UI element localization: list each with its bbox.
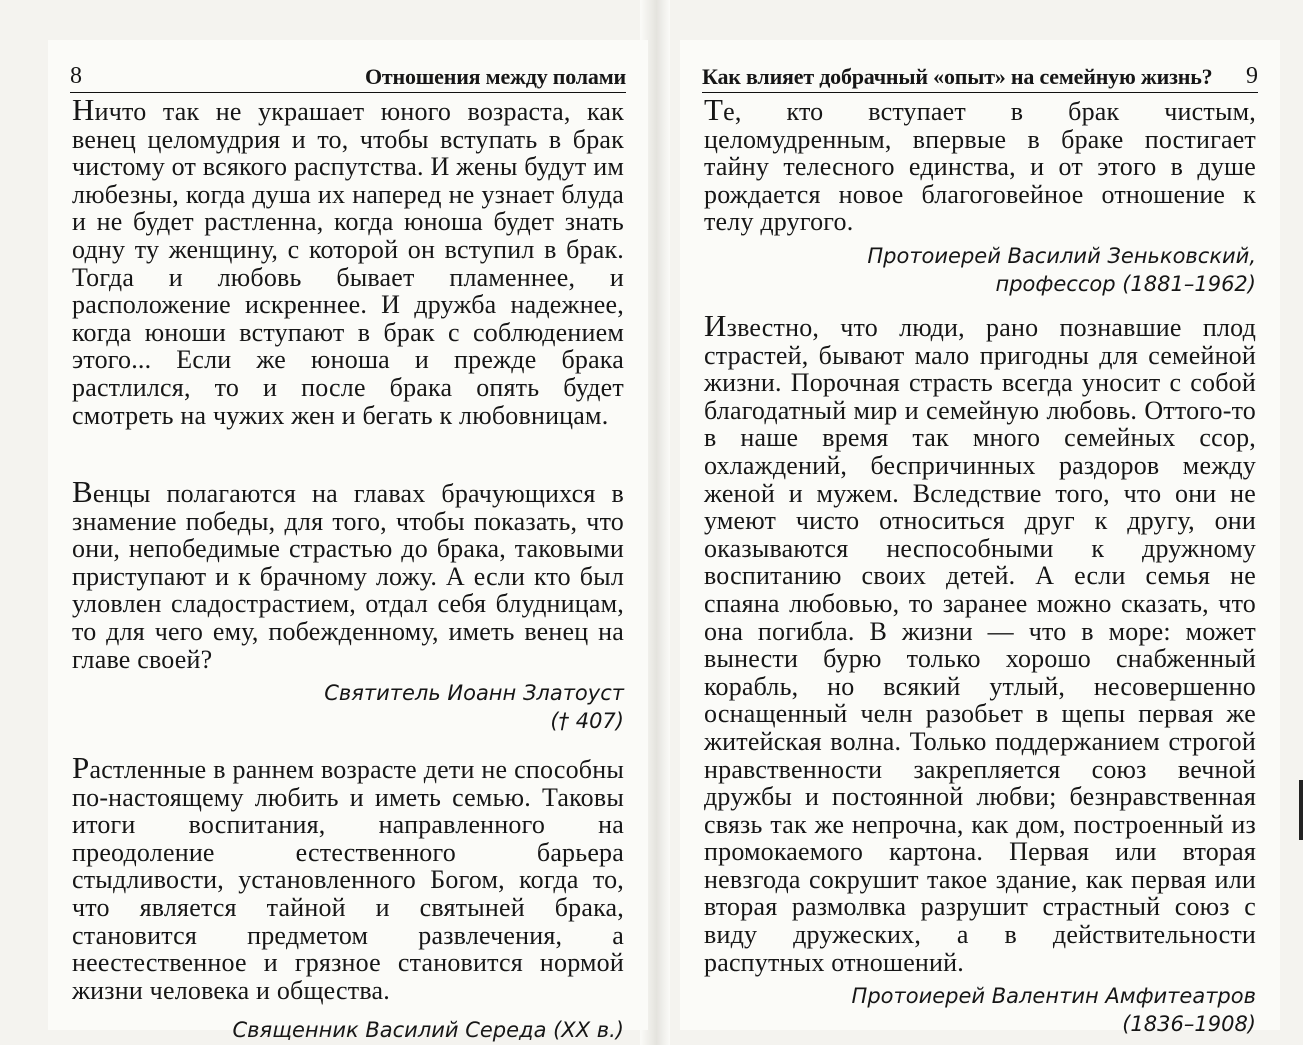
quote-attribution	[72, 679, 624, 735]
quote-paragraph: Растленные в раннем возрасте дети не способны по-настоящему любить и иметь семью. Таковы итоги воспитания, направленного на преодоление естественного барьера стыдливости, установленного Богом, когда то, что является тайной и святыней брака, становится предметом развлечения, а неестественное и грязное становится нормой жизни человека и общества.	[72, 750, 624, 1005]
attribution-author: Протоиерей Василий Зеньковский,	[867, 243, 1256, 268]
quote-paragraph: Те, кто вступает в брак чистым, целомудренным, впервые в браке постигает тайну телесного единства, и от этого в душе рождается новое благоговейное отношение к телу другого.	[704, 92, 1256, 237]
quote-paragraph: Венцы полагаются на главах брачующихся в знамение победы, для того, чтобы показать, что они, непобедимые страстью до брака, таковыми приступают и к брачному ложу. А если кто был уловлен сладострастием, отдал себя блудницам, то для чего ему, побежденному, иметь венец на главе своей?	[72, 474, 624, 674]
left-page-header	[70, 56, 626, 93]
right-page-number: 9	[1246, 63, 1258, 89]
quote-paragraph: Известно, что люди, рано познавшие плод страстей, бывают мало пригодны для семейной жизни. Порочная страсть всегда уносит с собой благодатный мир и семейную любовь. Оттого-то в наше время так много семейных ссор, охлаждений, беспричинных раздоров между женой и мужем. Вследствие того, что они не умеют чисто относиться друг к другу, они оказываются неспособными к дружному воспитанию своих детей. А если семья не спаяна любовью, то заранее можно сказать, что она погибла. В жизни — что в море: может вынести бурю только хорошо снабженный корабль, но всякий утлый, несовершенно оснащенный челн разобьет в щепы первая же житейская волна. Только поддержанием строгой нравственности закрепляется союз вечной дружбы и постоянной любви; безнравственная связь так же непрочна, как дом, построенный из промокаемого картона. Первая или вторая невзгода сокрушит такое здание, как первая или вторая размолвка разрушит страстный союз с виду дружеских, а в действительности распутных отношений.	[704, 308, 1256, 977]
quote-block	[72, 474, 624, 735]
left-running-title: Отношения между полами	[364, 64, 626, 89]
quote-attribution	[704, 982, 1256, 1038]
quote-attribution	[72, 1016, 624, 1044]
attribution-author: Святитель Иоанн Златоуст	[324, 681, 624, 706]
quote-block	[72, 92, 624, 430]
quote-block	[704, 308, 1256, 1038]
right-page	[680, 40, 1280, 1037]
quote-paragraph: Ничто так не украшает юного возраста, как венец целомудрия и то, чтобы вступать в брак чистому от всякого распутства. И жены будут им любезны, когда душа их наперед не узнает блуда и не будет растленна, когда юноша будет знать одну ту женщину, с которой он вступил в брак. Тогда и любовь бывает пламеннее, и расположение искреннее. И дружба надежнее, когда юноши вступают в брак с соблюдением этого... Если же юноша и прежде брака растлился, то и после брака опять будет смотреть на чужих жен и бегать к любовницам.	[72, 92, 624, 430]
left-page-number: 8	[70, 63, 82, 89]
left-page	[48, 40, 648, 1043]
attribution-author: Священник Василий Середа (XX в.)	[232, 1018, 624, 1043]
quote-block	[72, 750, 624, 1044]
attribution-dates: († 407)	[550, 709, 624, 734]
quote-attribution	[704, 242, 1256, 298]
attribution-dates: профессор (1881–1962)	[995, 271, 1256, 296]
page-edge-mark	[1299, 780, 1303, 840]
attribution-dates: (1836–1908)	[1122, 1012, 1256, 1037]
right-page-header	[702, 56, 1258, 93]
quote-block	[704, 92, 1256, 298]
attribution-author: Протоиерей Валентин Амфитеатров	[851, 984, 1256, 1009]
right-running-title: Как влияет добрачный «опыт» на семейную жизнь?	[702, 64, 1213, 89]
